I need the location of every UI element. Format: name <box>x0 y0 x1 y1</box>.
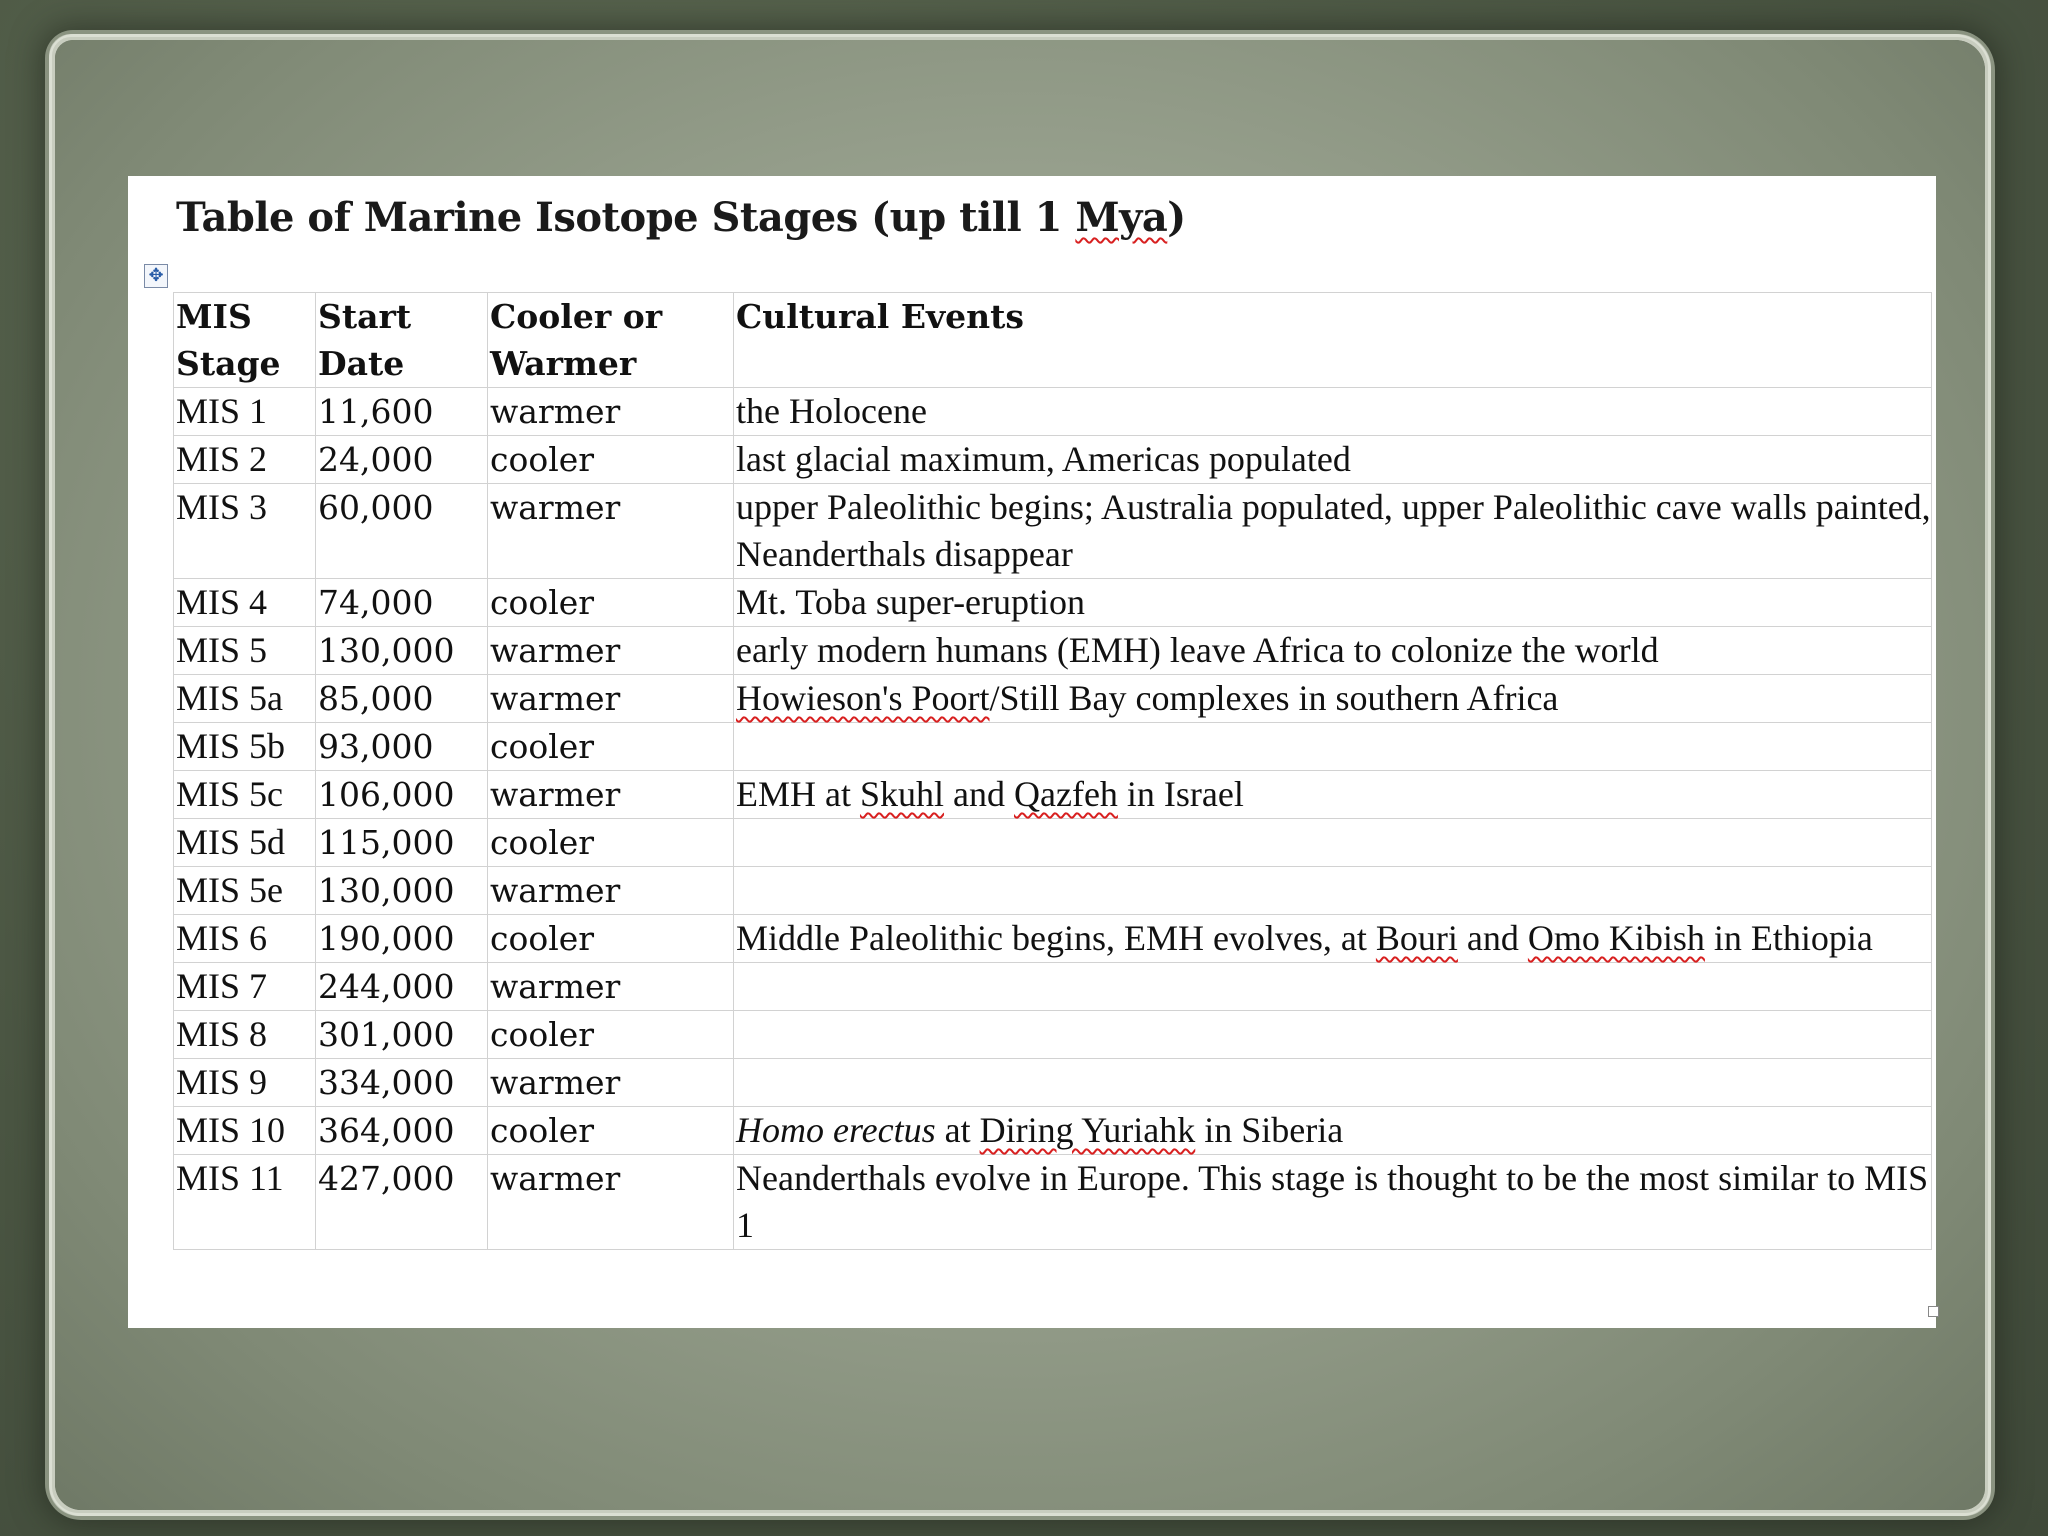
start-date-cell: 334,000 <box>316 1059 488 1107</box>
events-cell: Middle Paleolithic begins, EMH evolves, at Bouri and Omo Kibish in Ethiopia <box>734 915 1932 963</box>
table-row <box>174 436 1932 484</box>
stage-cell: MIS 4 <box>174 579 316 627</box>
events-cell <box>734 723 1932 771</box>
climate-cell: warmer <box>488 1059 734 1107</box>
events-cell <box>734 963 1932 1011</box>
table-row <box>174 1011 1932 1059</box>
events-cell: Howieson's Poort/Still Bay complexes in southern Africa <box>734 675 1932 723</box>
start-date-cell: 106,000 <box>316 771 488 819</box>
start-date-cell: 115,000 <box>316 819 488 867</box>
events-cell: early modern humans (EMH) leave Africa to colonize the world <box>734 627 1932 675</box>
table-row <box>174 388 1932 436</box>
events-cell: EMH at Skuhl and Qazfeh in Israel <box>734 771 1932 819</box>
climate-cell: cooler <box>488 915 734 963</box>
mis-table <box>173 292 1932 1250</box>
events-cell: the Holocene <box>734 388 1932 436</box>
climate-cell: warmer <box>488 388 734 436</box>
climate-cell: warmer <box>488 675 734 723</box>
stage-cell: MIS 5a <box>174 675 316 723</box>
stage-cell: MIS 3 <box>174 484 316 579</box>
events-cell: Mt. Toba super-eruption <box>734 579 1932 627</box>
table-row <box>174 579 1932 627</box>
table-row <box>174 963 1932 1011</box>
stage-cell: MIS 5e <box>174 867 316 915</box>
events-cell <box>734 1011 1932 1059</box>
start-date-cell: 93,000 <box>316 723 488 771</box>
table-row <box>174 771 1932 819</box>
table-row <box>174 675 1932 723</box>
stage-cell: MIS 9 <box>174 1059 316 1107</box>
table-row <box>174 1059 1932 1107</box>
climate-cell: warmer <box>488 771 734 819</box>
stage-cell: MIS 10 <box>174 1107 316 1155</box>
climate-cell: warmer <box>488 627 734 675</box>
table-row <box>174 1155 1932 1250</box>
table-row <box>174 484 1932 579</box>
events-cell <box>734 819 1932 867</box>
header-cell: Cultural Events <box>734 293 1932 388</box>
climate-cell: cooler <box>488 1107 734 1155</box>
table-resize-handle[interactable] <box>1928 1306 1939 1317</box>
start-date-cell: 130,000 <box>316 867 488 915</box>
table-row <box>174 1107 1932 1155</box>
stage-cell: MIS 5b <box>174 723 316 771</box>
start-date-cell: 74,000 <box>316 579 488 627</box>
title-text: Table of Marine Isotope Stages (up till 1 <box>176 194 1076 241</box>
start-date-cell: 11,600 <box>316 388 488 436</box>
start-date-cell: 364,000 <box>316 1107 488 1155</box>
start-date-cell: 130,000 <box>316 627 488 675</box>
start-date-cell: 427,000 <box>316 1155 488 1250</box>
table-header-row <box>174 293 1932 388</box>
table-move-handle-icon[interactable]: ✥ <box>144 264 168 288</box>
events-cell <box>734 867 1932 915</box>
start-date-cell: 85,000 <box>316 675 488 723</box>
stage-cell: MIS 5 <box>174 627 316 675</box>
events-cell: last glacial maximum, Americas populated <box>734 436 1932 484</box>
table-title <box>176 194 1186 241</box>
header-cell: Start Date <box>316 293 488 388</box>
stage-cell: MIS 5c <box>174 771 316 819</box>
events-cell: Homo erectus at Diring Yuriahk in Siberia <box>734 1107 1932 1155</box>
stage-cell: MIS 7 <box>174 963 316 1011</box>
table-row <box>174 819 1932 867</box>
stage-cell: MIS 8 <box>174 1011 316 1059</box>
table-row <box>174 867 1932 915</box>
events-cell: upper Paleolithic begins; Australia populated, upper Paleolithic cave walls painted, Neanderthals disappear <box>734 484 1932 579</box>
stage-cell: MIS 1 <box>174 388 316 436</box>
climate-cell: cooler <box>488 723 734 771</box>
start-date-cell: 60,000 <box>316 484 488 579</box>
header-cell: MIS Stage <box>174 293 316 388</box>
climate-cell: cooler <box>488 819 734 867</box>
stage-cell: MIS 2 <box>174 436 316 484</box>
events-cell: Neanderthals evolve in Europe. This stage is thought to be the most similar to MIS 1 <box>734 1155 1932 1250</box>
climate-cell: cooler <box>488 436 734 484</box>
climate-cell: cooler <box>488 579 734 627</box>
climate-cell: warmer <box>488 867 734 915</box>
stage-cell: MIS 6 <box>174 915 316 963</box>
events-cell <box>734 1059 1932 1107</box>
document-page <box>128 176 1936 1328</box>
table-row <box>174 915 1932 963</box>
header-cell: Cooler or Warmer <box>488 293 734 388</box>
climate-cell: warmer <box>488 1155 734 1250</box>
start-date-cell: 24,000 <box>316 436 488 484</box>
climate-cell: cooler <box>488 1011 734 1059</box>
climate-cell: warmer <box>488 484 734 579</box>
table-row <box>174 723 1932 771</box>
start-date-cell: 244,000 <box>316 963 488 1011</box>
climate-cell: warmer <box>488 963 734 1011</box>
stage-cell: MIS 5d <box>174 819 316 867</box>
start-date-cell: 301,000 <box>316 1011 488 1059</box>
table-row <box>174 627 1932 675</box>
stage-cell: MIS 11 <box>174 1155 316 1250</box>
title-text-end: ) <box>1167 194 1186 241</box>
title-spellcheck-word: Mya <box>1075 194 1168 241</box>
start-date-cell: 190,000 <box>316 915 488 963</box>
